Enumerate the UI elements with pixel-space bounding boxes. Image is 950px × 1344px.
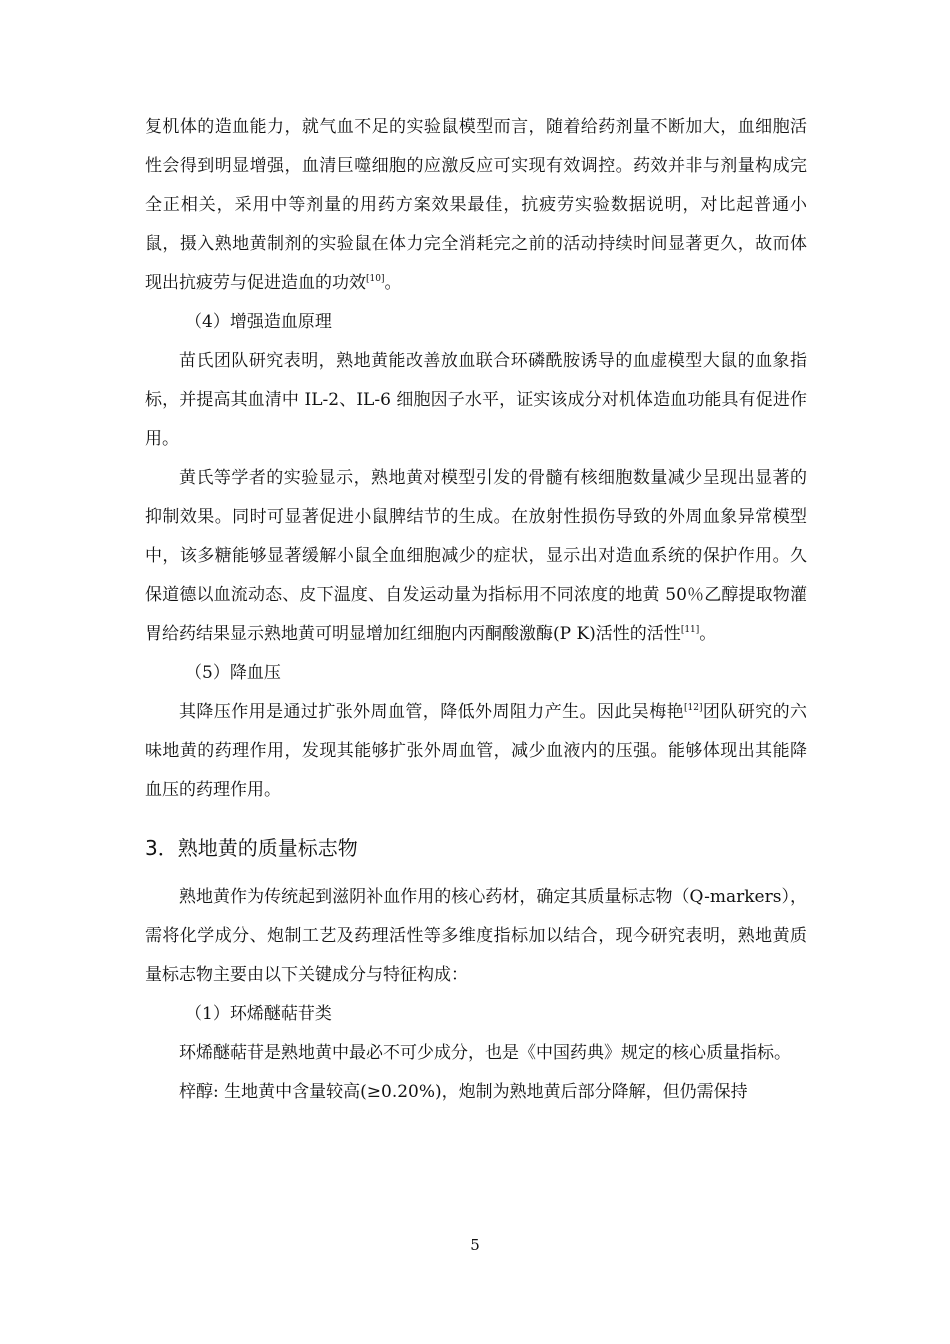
paragraph-text: 熟地黄作为传统起到滋阴补血作用的核心药材，确定其质量标志物（Q-markers），需将化学成分、炮制工艺及药理活性等多维度指标加以结合，现今研究表明，熟地黄质量标志物主要由以下关键成分与特征构成：	[145, 887, 807, 985]
paragraph-text: （1）环烯醚萜苷类	[185, 1004, 332, 1024]
subsection-heading	[145, 654, 807, 693]
citation-ref: [10]	[366, 274, 385, 284]
paragraph-text: （5）降血压	[185, 663, 281, 683]
paragraph-text: 梓醇: 生地黄中含量较高(≥0.20%)，炮制为熟地黄后部分降解，但仍需保持	[179, 1082, 748, 1102]
paragraph-text: 黄氏等学者的实验显示，熟地黄对模型引发的骨髓有核细胞数量减少呈现出显著的抑制效果。同时可显著促进小鼠脾结节的生成。在放射性损伤导致的外周血象异常模型中，该多糖能够显著缓解小鼠全血细胞减少的症状，显示出对造血系统的保护作用。久保道德以血流动态、皮下温度、自发运动量为指标用不同浓度的地黄 50％乙醇提取物灌胃给药结果显示熟地黄可明显增加红细胞内丙酮酸激酶(P K)活性的活性	[145, 468, 807, 644]
paragraph	[145, 342, 807, 459]
paragraph-text-tail: 。	[699, 624, 717, 644]
subsection-heading	[145, 995, 807, 1034]
paragraph	[145, 1073, 807, 1112]
paragraph	[145, 878, 807, 995]
paragraph	[145, 108, 807, 303]
paragraph-text: （4）增强造血原理	[185, 312, 332, 332]
paragraph-text-tail: 团队研究的六味地黄的药理作用，发现其能够扩张外周血管，减少血液内的压强。能够体现出其能降血压的药理作用。	[145, 702, 808, 800]
citation-ref: [11]	[680, 625, 700, 635]
page-number: 5	[470, 1236, 480, 1254]
subsection-heading	[145, 303, 807, 342]
paragraph-text-tail: 。	[384, 273, 402, 293]
paragraph	[145, 1034, 807, 1073]
paragraph-text: 复机体的造血能力，就气血不足的实验鼠模型而言，随着给药剂量不断加大，血细胞活性会得到明显增强，血清巨噬细胞的应激反应可实现有效调控。药效并非与剂量构成完全正相关，采用中等剂量的用药方案效果最佳，抗疲劳实验数据说明，对比起普通小鼠，摄入熟地黄制剂的实验鼠在体力完全消耗完之前的活动持续时间显著更久，故而体现出抗疲劳与促进造血的功效	[145, 117, 807, 293]
section-heading: 3．熟地黄的质量标志物	[145, 836, 358, 860]
paragraph	[145, 459, 807, 654]
body-text-before-heading	[145, 108, 807, 810]
body-text-after-heading	[145, 878, 807, 1112]
paragraph-text: 苗氏团队研究表明，熟地黄能改善放血联合环磷酰胺诱导的血虚模型大鼠的血象指标，并提高其血清中 IL-2、IL-6 细胞因子水平，证实该成分对机体造血功能具有促进作用。	[145, 351, 807, 449]
citation-ref: [12]	[684, 703, 703, 713]
paragraph-text: 其降压作用是通过扩张外周血管，降低外周阻力产生。因此吴梅艳	[179, 702, 685, 722]
page-content	[145, 108, 807, 1112]
paragraph-text: 环烯醚萜苷是熟地黄中最必不可少成分，也是《中国药典》规定的核心质量指标。	[179, 1043, 791, 1063]
paragraph	[145, 693, 807, 810]
